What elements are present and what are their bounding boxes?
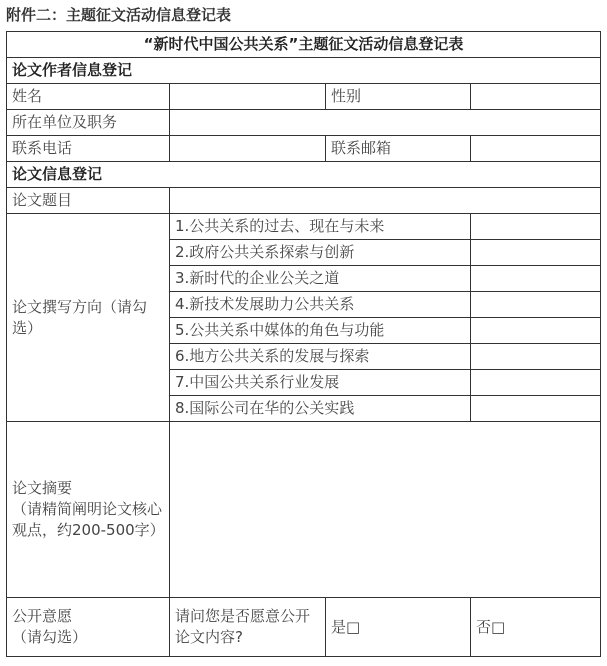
- publish-yes-option[interactable]: 是□: [326, 598, 471, 657]
- abstract-label: 论文摘要: [12, 479, 73, 497]
- direction-check-8[interactable]: [471, 396, 601, 422]
- topic-field[interactable]: [170, 188, 601, 214]
- phone-label: 联系电话: [7, 136, 170, 162]
- abstract-label-cell: [7, 422, 170, 598]
- direction-option-5[interactable]: 5.公共关系中媒体的角色与功能: [170, 318, 471, 344]
- phone-field[interactable]: [170, 136, 326, 162]
- direction-check-7[interactable]: [471, 370, 601, 396]
- direction-check-5[interactable]: [471, 318, 601, 344]
- direction-check-1[interactable]: [471, 214, 601, 240]
- email-field[interactable]: [471, 136, 601, 162]
- publish-hint: （请勾选）: [12, 628, 88, 646]
- publish-no-option[interactable]: 否□: [471, 598, 601, 657]
- email-label: 联系邮箱: [326, 136, 471, 162]
- name-label: 姓名: [7, 84, 170, 110]
- publish-label-cell: [7, 598, 170, 657]
- form-title: “新时代中国公共关系”主题征文活动信息登记表: [7, 32, 601, 58]
- direction-option-3[interactable]: 3.新时代的企业公关之道: [170, 266, 471, 292]
- direction-option-1[interactable]: 1.公共关系的过去、现在与未来: [170, 214, 471, 240]
- author-section-title: 论文作者信息登记: [7, 58, 601, 84]
- publish-label: 公开意愿: [12, 607, 73, 625]
- direction-option-row: [7, 214, 601, 240]
- abstract-hint: （请精简阐明论文核心观点，约200-500字）: [12, 500, 165, 539]
- direction-check-3[interactable]: [471, 266, 601, 292]
- direction-option-6[interactable]: 6.地方公共关系的发展与探索: [170, 344, 471, 370]
- abstract-field[interactable]: [170, 422, 601, 598]
- direction-check-6[interactable]: [471, 344, 601, 370]
- direction-option-4[interactable]: 4.新技术发展助力公共关系: [170, 292, 471, 318]
- direction-option-2[interactable]: 2.政府公共关系探索与创新: [170, 240, 471, 266]
- abstract-row: [7, 422, 601, 598]
- publish-row: [7, 598, 601, 657]
- contact-row: [7, 136, 601, 162]
- topic-label: 论文题目: [7, 188, 170, 214]
- org-label: 所在单位及职务: [7, 110, 170, 136]
- publish-question: 请问您是否愿意公开论文内容?: [170, 598, 326, 657]
- direction-check-2[interactable]: [471, 240, 601, 266]
- direction-option-7[interactable]: 7.中国公共关系行业发展: [170, 370, 471, 396]
- registration-form-table: [6, 31, 601, 657]
- name-row: [7, 84, 601, 110]
- topic-row: [7, 188, 601, 214]
- gender-field[interactable]: [471, 84, 601, 110]
- name-field[interactable]: [170, 84, 326, 110]
- document-heading: 附件二：主题征文活动信息登记表: [6, 6, 232, 24]
- direction-check-4[interactable]: [471, 292, 601, 318]
- org-field[interactable]: [170, 110, 601, 136]
- author-section-row: [7, 58, 601, 84]
- paper-section-row: [7, 162, 601, 188]
- paper-section-title: 论文信息登记: [7, 162, 601, 188]
- org-row: [7, 110, 601, 136]
- gender-label: 性别: [326, 84, 471, 110]
- form-title-row: [7, 32, 601, 58]
- direction-option-8[interactable]: 8.国际公司在华的公关实践: [170, 396, 471, 422]
- direction-label: 论文撰写方向（请勾选）: [7, 214, 170, 422]
